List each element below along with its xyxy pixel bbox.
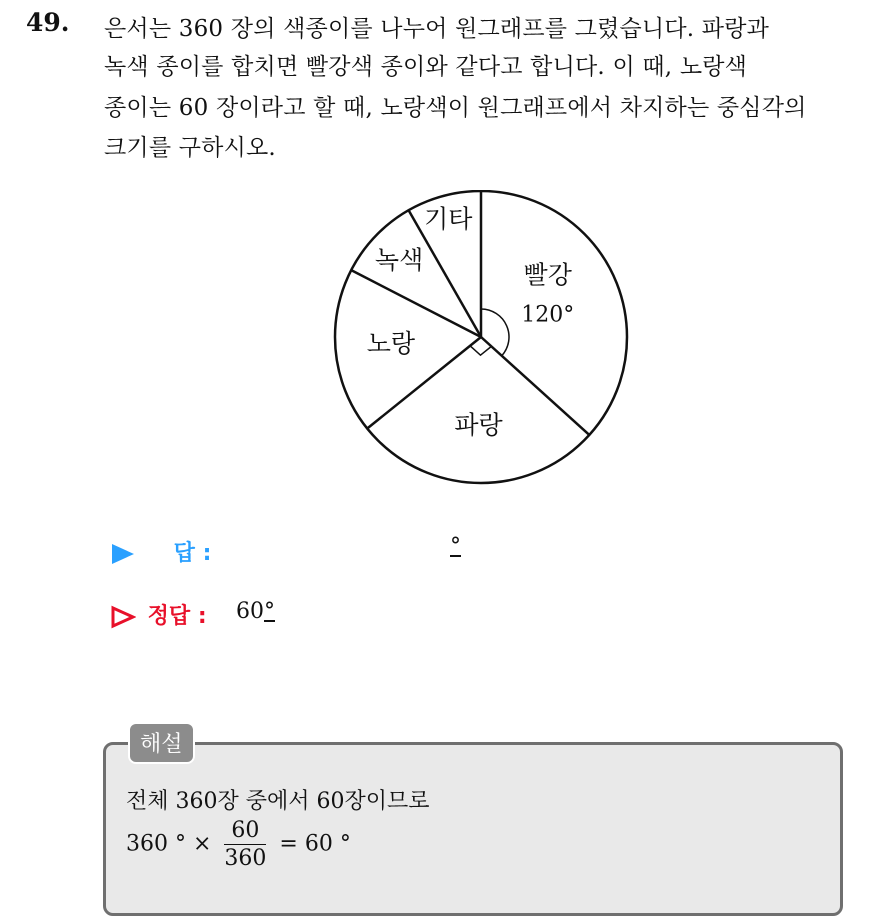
- explanation-formula: [126, 818, 351, 871]
- fraction-denominator: 360: [224, 846, 267, 871]
- question-line-4: 크기를 구하시오.: [104, 135, 276, 161]
- fraction-numerator: 60: [224, 818, 266, 845]
- formula-lhs: 360 °: [126, 831, 186, 857]
- answer-blank-unit[interactable]: °: [450, 534, 461, 559]
- explanation-line-1: 전체 360장 중에서 60장이므로: [126, 789, 430, 814]
- pie-label-0: 빨강: [523, 260, 572, 290]
- correct-triangle-outline-icon: [110, 605, 136, 629]
- formula-times: ×: [192, 831, 212, 857]
- question-line-3: 종이는 60 장이라고 할 때, 노랑색이 원그래프에서 차지하는 중심각의: [104, 95, 807, 121]
- question-number: 49.: [26, 8, 70, 37]
- formula-rhs: = 60 °: [279, 831, 351, 857]
- correct-label: 정답 :: [147, 604, 207, 629]
- explanation-tag: 해설: [128, 722, 195, 764]
- pie-label-3: 녹색: [374, 245, 424, 275]
- pie-label-2: 노랑: [366, 329, 416, 359]
- question-line-2: 녹색 종이를 합치면 빨강색 종이와 같다고 합니다. 이 때, 노랑색: [104, 54, 748, 80]
- answer-label: 답 :: [173, 541, 212, 566]
- question-line-1: 은서는 360 장의 색종이를 나누어 원그래프를 그렸습니다. 파랑과: [104, 16, 770, 42]
- answer-triangle-icon: [110, 542, 136, 566]
- correct-row: [110, 599, 207, 630]
- pie-label-4: 기타: [424, 204, 473, 234]
- formula-fraction: [224, 818, 266, 871]
- pie-label-1: 파랑: [454, 410, 503, 440]
- pie-angle-label-0: 120°: [521, 302, 575, 328]
- answer-row: [110, 536, 211, 567]
- pie-chart: [320, 190, 640, 500]
- correct-answer-unit: °: [264, 599, 275, 624]
- correct-answer-value: 60: [236, 599, 264, 624]
- correct-answer: [236, 599, 275, 624]
